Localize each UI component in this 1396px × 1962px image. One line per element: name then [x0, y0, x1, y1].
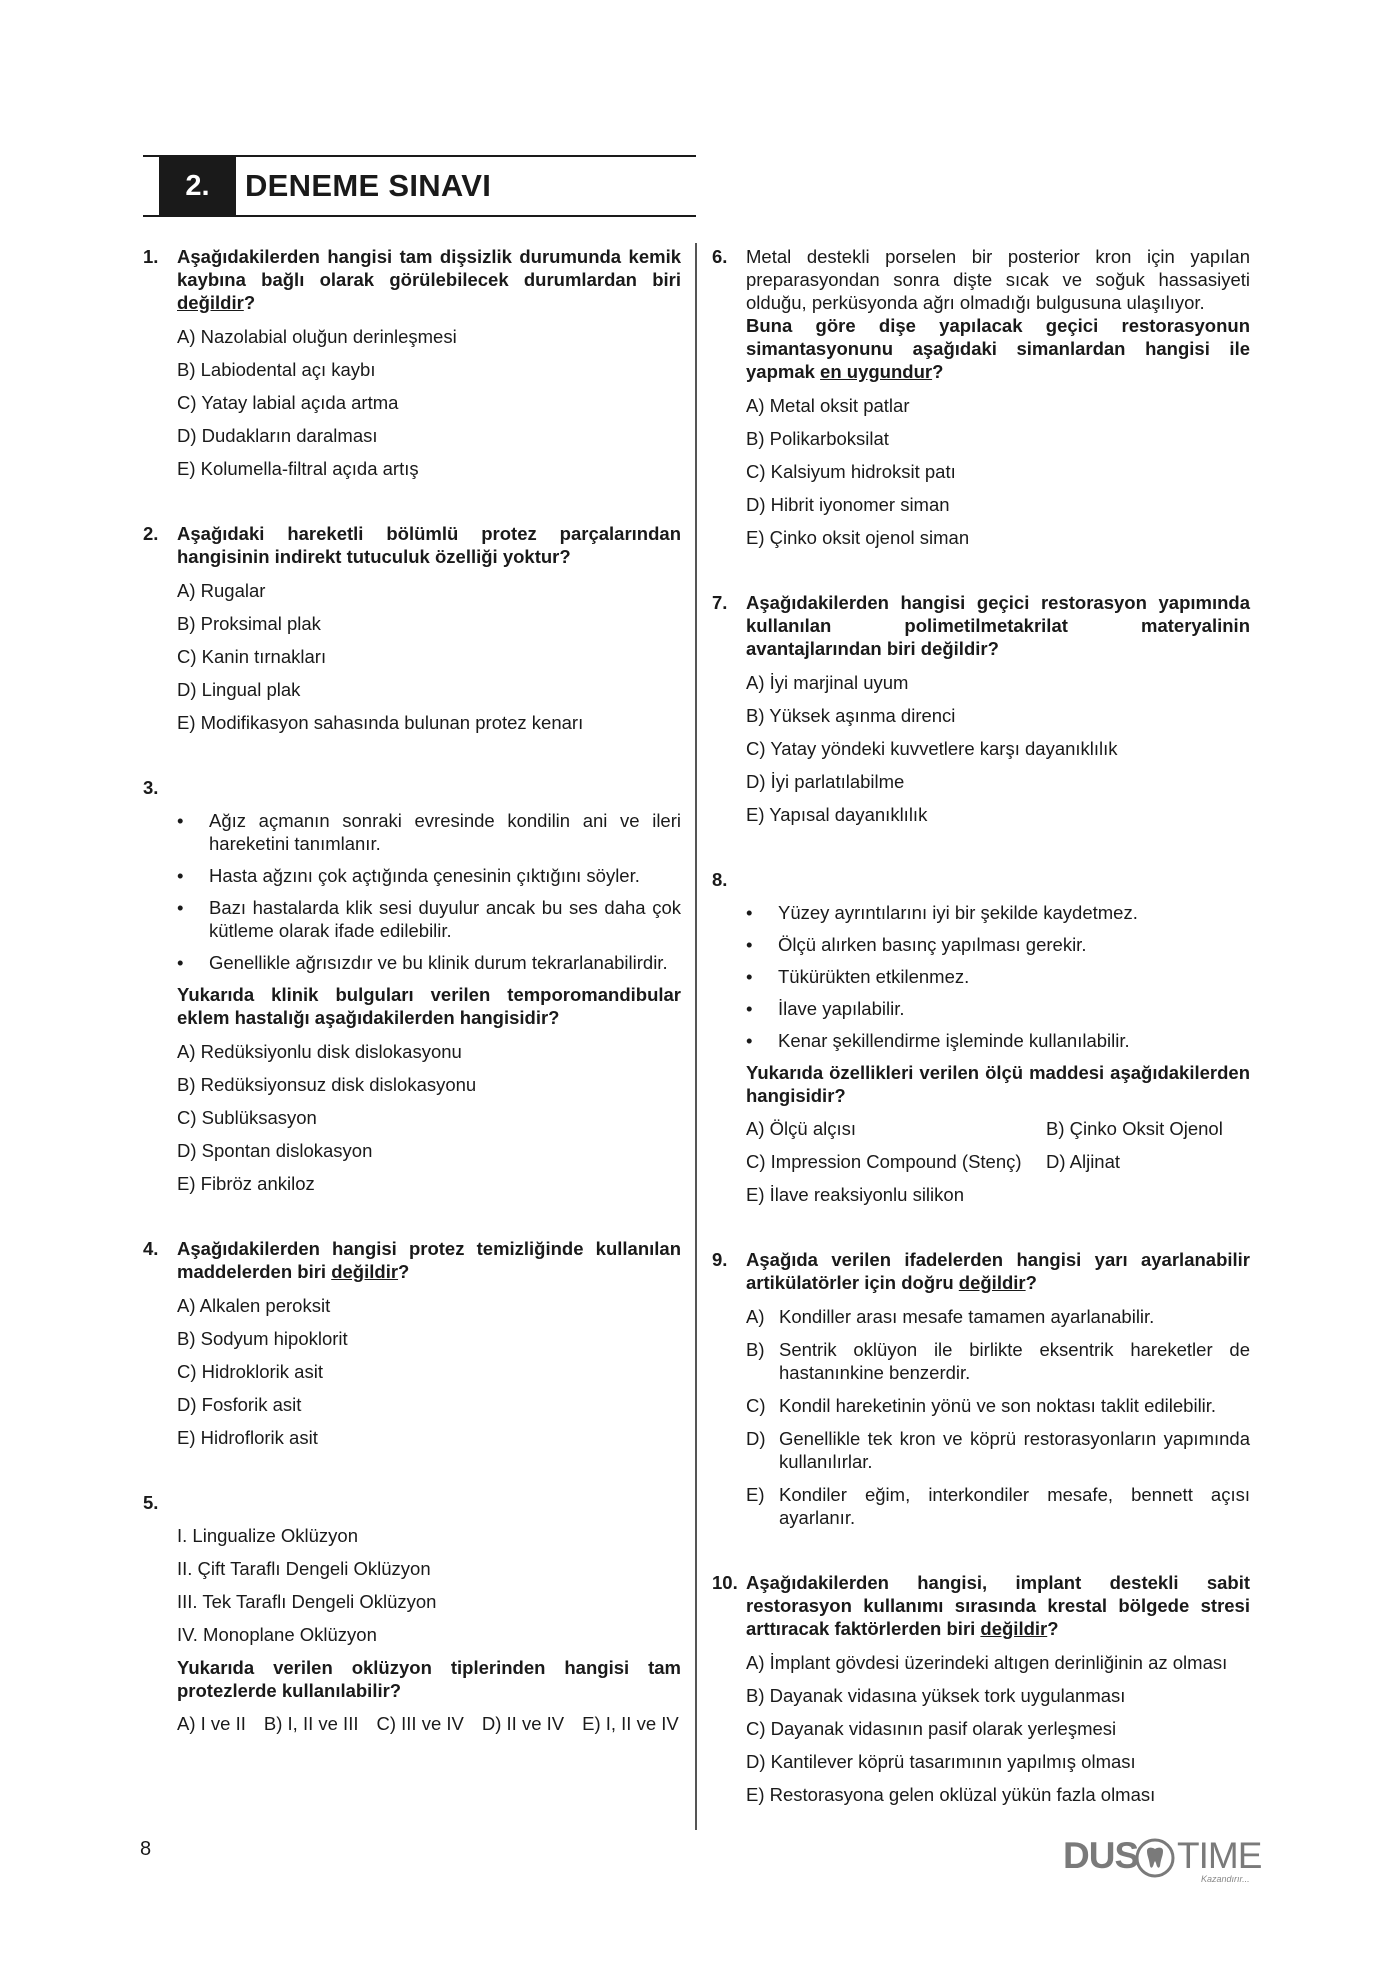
bullet-icon: •: [746, 902, 753, 923]
option-a[interactable]: A) Alkalen peroksit: [177, 1295, 331, 1316]
option-b[interactable]: B) I, II ve III: [263, 1713, 359, 1734]
question-number: 9.: [712, 1249, 728, 1270]
option-e[interactable]: E) İlave reaksiyonlu silikon: [746, 1184, 964, 1205]
option-text: Kondiller arası mesafe tamamen ayarlanabilir.: [779, 1306, 1155, 1327]
option-a[interactable]: A) Rugalar: [177, 580, 266, 601]
column-divider: [695, 243, 697, 1830]
stem-end: ?: [1047, 1618, 1059, 1639]
option-b[interactable]: B) Sodyum hipoklorit: [177, 1328, 348, 1349]
option-label: D): [746, 1428, 766, 1449]
option-b[interactable]: B) Dayanak vidasına yüksek tork uygulanması: [746, 1685, 1126, 1706]
option-d[interactable]: D) Kantilever köprü tasarımının yapılmış olması: [746, 1751, 1136, 1772]
option-text: Sentrik oklüyon ile birlikte eksentrik hareketler de hastanınkine benzerdir.: [779, 1339, 1250, 1383]
option-d[interactable]: D) Dudakların daralması: [177, 425, 378, 446]
property-item: [746, 901, 1250, 924]
property-text: Yüzey ayrıntılarını iyi bir şekilde kaydetmez.: [778, 902, 1138, 923]
stem-text: Aşağıdakilerden hangisi protez temizliğinde kullanılan maddelerden biri: [177, 1238, 681, 1282]
option-text: Kondiler eğim, interkondiler mesafe, bennett açısı ayarlanır.: [779, 1484, 1250, 1528]
stem-end: ?: [243, 292, 256, 313]
option-e[interactable]: [746, 1483, 1250, 1529]
logo-tagline: Kazandırır...: [1201, 1874, 1250, 1884]
option-e[interactable]: E) Yapısal dayanıklılık: [746, 804, 928, 825]
exam-number: 2.: [185, 169, 210, 202]
option-a[interactable]: A) Metal oksit patlar: [746, 395, 910, 416]
stem-text: Aşağıdakilerden hangisi tam dişsizlik durumunda kemik kaybına bağlı olarak görülebilecek durumlardan biri: [177, 246, 681, 290]
answer-options: [177, 1712, 681, 1735]
option-a[interactable]: A) I ve II: [177, 1713, 246, 1734]
stem-emphasis: değildir: [958, 1272, 1026, 1293]
option-e[interactable]: E) Fibröz ankiloz: [177, 1173, 315, 1194]
stem-text: Aşağıdakilerden hangisi, implant destekli sabit restorasyon kullanımı sırasında krestal bölgede stresi arttıracak faktörlerden biri: [746, 1572, 1250, 1639]
material-properties-list: [746, 901, 1250, 1052]
question-number: 6.: [712, 246, 728, 267]
option-b[interactable]: B) Redüksiyonsuz disk dislokasyonu: [177, 1074, 477, 1095]
option-a[interactable]: [746, 1305, 1250, 1328]
finding-item: [177, 896, 681, 942]
option-text: Kondil hareketinin yönü ve son noktası taklit edilebilir.: [779, 1395, 1217, 1416]
question-5: [143, 1491, 681, 1735]
question-stem: [177, 245, 681, 314]
bullet-icon: •: [746, 998, 753, 1019]
question-10: [712, 1571, 1250, 1806]
occlusion-item: IV. Monoplane Oklüzyon: [177, 1624, 377, 1645]
occlusion-item: III. Tek Taraflı Dengeli Oklüzyon: [177, 1591, 437, 1612]
question-number: 4.: [143, 1238, 159, 1259]
question-stem: Yukarıda özellikleri verilen ölçü maddesi aşağıdakilerden hangisidir?: [746, 1062, 1250, 1106]
dustime-logo: [1063, 1836, 1263, 1886]
option-c[interactable]: C) Sublüksasyon: [177, 1107, 317, 1128]
options-row: [746, 1117, 1250, 1140]
occlusion-item: II. Çift Taraflı Dengeli Oklüzyon: [177, 1558, 431, 1579]
stem-text: Aşağıda verilen ifadelerden hangisi yarı ayarlanabilir artikülatörler için doğru: [746, 1249, 1250, 1293]
question-7: [712, 591, 1250, 826]
finding-text: Bazı hastalarda klik sesi duyulur ancak bu ses daha çok kütleme olarak ifade edilebilir.: [209, 897, 681, 941]
tooth-icon: [1135, 1838, 1175, 1878]
left-column: [143, 245, 681, 1735]
option-b[interactable]: B) Polikarboksilat: [746, 428, 889, 449]
bullet-icon: •: [177, 865, 184, 886]
property-text: Kenar şekillendirme işleminde kullanılabilir.: [778, 1030, 1130, 1051]
bullet-icon: •: [746, 934, 753, 955]
finding-text: Hasta ağzını çok açtığında çenesinin çıktığını söyler.: [209, 865, 640, 886]
bullet-icon: •: [177, 897, 184, 918]
occlusion-item: I. Lingualize Oklüzyon: [177, 1525, 358, 1546]
option-label: C): [746, 1395, 766, 1416]
finding-item: [177, 809, 681, 855]
question-stem: [746, 314, 1250, 383]
option-a[interactable]: A) İmplant gövdesi üzerindeki altıgen derinliğinin az olması: [746, 1652, 1228, 1673]
question-number: 8.: [712, 869, 728, 890]
stem-end: ?: [398, 1261, 410, 1282]
property-item: [746, 997, 1250, 1020]
right-column: [712, 245, 1250, 1806]
question-intro: Metal destekli porselen bir posterior kron için yapılan preparasyondan sonra dişte sıcak ve soğuk hassasiyeti olduğu, perküsyonda ağrı olmadığı bulgusuna ulaşılıyor.: [746, 246, 1250, 313]
stem-emphasis: değildir: [980, 1618, 1048, 1639]
question-number: 1.: [143, 246, 159, 267]
option-e[interactable]: E) Kolumella-filtral açıda artış: [177, 458, 419, 479]
option-e[interactable]: E) Çinko oksit ojenol siman: [746, 527, 970, 548]
bullet-icon: •: [746, 966, 753, 987]
option-d[interactable]: D) Aljinat: [1046, 1151, 1121, 1172]
stem-emphasis: değildir: [177, 292, 244, 313]
stem-text: Buna göre dişe yapılacak geçici restorasyonun simantasyonunu aşağıdaki simanlardan hangisi ile yapmak: [746, 315, 1250, 382]
option-e[interactable]: E) Modifikasyon sahasında bulunan protez kenarı: [177, 712, 584, 733]
finding-text: Genellikle ağrısızdır ve bu klinik durum tekrarlanabilirdir.: [209, 952, 668, 973]
option-c[interactable]: C) Hidroklorik asit: [177, 1361, 323, 1382]
option-c[interactable]: C) Yatay yöndeki kuvvetlere karşı dayanıklılık: [746, 738, 1118, 759]
option-a[interactable]: A) İyi marjinal uyum: [746, 672, 909, 693]
exam-header: [143, 155, 696, 217]
option-b[interactable]: B) Proksimal plak: [177, 613, 321, 634]
option-a[interactable]: A) Redüksiyonlu disk dislokasyonu: [177, 1041, 462, 1062]
bullet-icon: •: [746, 1030, 753, 1051]
option-d[interactable]: D) Lingual plak: [177, 679, 301, 700]
option-c[interactable]: C) Impression Compound (Stenç): [746, 1151, 1022, 1172]
property-text: Tükürükten etkilenmez.: [778, 966, 970, 987]
stem-end: ?: [1025, 1272, 1037, 1293]
question-3: [143, 776, 681, 1195]
option-a[interactable]: A) Nazolabial oluğun derinleşmesi: [177, 326, 457, 347]
option-b[interactable]: [746, 1338, 1250, 1384]
option-d[interactable]: D) II ve IV: [481, 1713, 565, 1734]
question-number: 7.: [712, 592, 728, 613]
question-stem: [746, 1248, 1250, 1294]
clinical-findings-list: [177, 809, 681, 974]
question-number: 5.: [143, 1492, 159, 1513]
property-item: [746, 933, 1250, 956]
finding-text: Ağız açmanın sonraki evresinde kondilin ani ve ileri hareketini tanımlanır.: [209, 810, 681, 854]
finding-item: [177, 864, 681, 887]
question-number: 10.: [712, 1572, 738, 1593]
stem-end: ?: [932, 361, 944, 382]
property-text: Ölçü alırken basınç yapılması gerekir.: [778, 934, 1087, 955]
property-item: [746, 1029, 1250, 1052]
bullet-icon: •: [177, 810, 184, 831]
question-4: [143, 1237, 681, 1449]
exam-title: DENEME SINAVI: [245, 168, 492, 203]
options-row: [746, 1150, 1250, 1173]
logo-text-left: DUS: [1063, 1835, 1139, 1876]
question-number: 2.: [143, 523, 159, 544]
option-c[interactable]: C) Yatay labial açıda artma: [177, 392, 399, 413]
header-bottom-rule: [143, 215, 696, 217]
option-b[interactable]: B) Çinko Oksit Ojenol: [1046, 1118, 1223, 1139]
question-6: [712, 245, 1250, 549]
stem-emphasis: değildir: [331, 1261, 399, 1282]
property-text: İlave yapılabilir.: [778, 998, 905, 1019]
question-stem: [746, 1571, 1250, 1640]
option-d[interactable]: D) Spontan dislokasyon: [177, 1140, 373, 1161]
question-2: [143, 522, 681, 734]
option-c[interactable]: [746, 1394, 1250, 1417]
option-c[interactable]: C) III ve IV: [376, 1713, 464, 1734]
option-c[interactable]: C) Dayanak vidasının pasif olarak yerleşmesi: [746, 1718, 1117, 1739]
question-9: [712, 1248, 1250, 1529]
option-c[interactable]: C) Kanin tırnakları: [177, 646, 327, 667]
option-e[interactable]: E) Restorasyona gelen oklüzal yükün fazla olması: [746, 1784, 1156, 1805]
option-b[interactable]: B) Labiodental açı kaybı: [177, 359, 376, 380]
option-e[interactable]: E) Hidroflorik asit: [177, 1427, 318, 1448]
property-item: [746, 965, 1250, 988]
page-number: 8: [140, 1838, 152, 1860]
option-d[interactable]: D) Hibrit iyonomer siman: [746, 494, 950, 515]
question-stem: Aşağıdaki hareketli bölümlü protez parçalarından hangisinin indirekt tutuculuk özelliği yoktur?: [177, 523, 681, 567]
option-d[interactable]: [746, 1427, 1250, 1473]
option-d[interactable]: D) İyi parlatılabilme: [746, 771, 905, 792]
option-b[interactable]: B) Yüksek aşınma direnci: [746, 705, 956, 726]
question-1: [143, 245, 681, 480]
option-c[interactable]: C) Kalsiyum hidroksit patı: [746, 461, 956, 482]
question-number: 3.: [143, 777, 159, 798]
option-d[interactable]: D) Fosforik asit: [177, 1394, 302, 1415]
question-stem: Yukarıda klinik bulguları verilen temporomandibular eklem hastalığı aşağıdakilerden hangisidir?: [177, 984, 681, 1028]
question-stem: [177, 1237, 681, 1283]
option-text: Genellikle tek kron ve köprü restorasyonların yapımında kullanılırlar.: [779, 1428, 1250, 1472]
bullet-icon: •: [177, 952, 184, 973]
exam-number-box: [159, 157, 236, 215]
option-label: A): [746, 1306, 765, 1327]
finding-item: [177, 951, 681, 974]
logo-text-right: TIME: [1177, 1835, 1262, 1876]
stem-emphasis: en uygundur: [820, 361, 933, 382]
question-stem: Aşağıdakilerden hangisi geçici restorasyon yapımında kullanılan polimetilmetakrilat materyalinin avantajlarından biri değildir?: [746, 592, 1250, 659]
option-label: E): [746, 1484, 765, 1505]
option-a[interactable]: A) Ölçü alçısı: [746, 1118, 856, 1139]
question-8: [712, 868, 1250, 1206]
option-e[interactable]: E) I, II ve IV: [582, 1713, 679, 1734]
option-label: B): [746, 1339, 765, 1360]
question-stem: Yukarıda verilen oklüzyon tiplerinden hangisi tam protezlerde kullanılabilir?: [177, 1657, 681, 1701]
